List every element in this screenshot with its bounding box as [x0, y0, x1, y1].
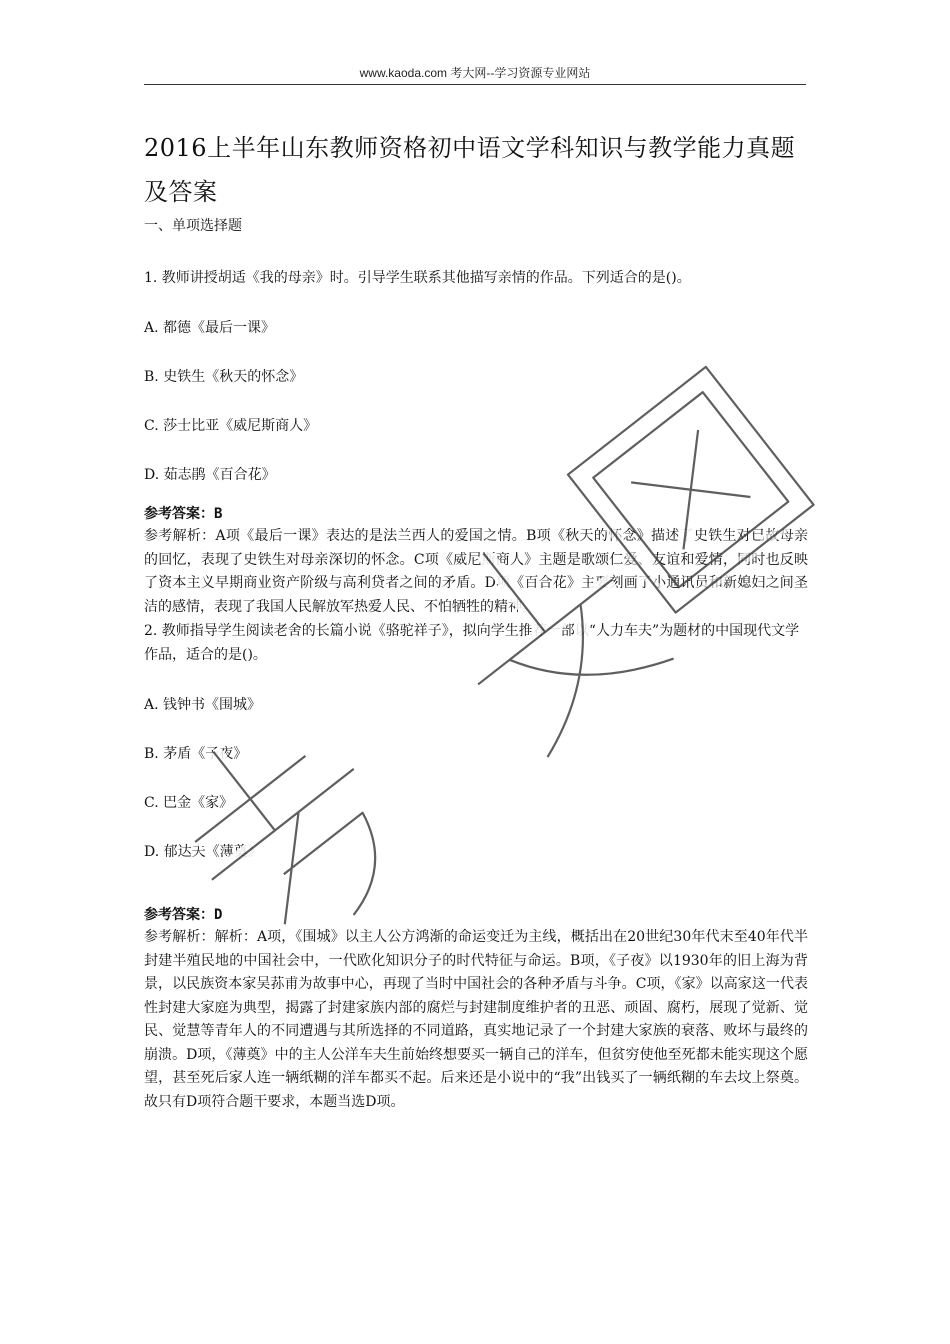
- q1-option-d: D. 茹志鹃《百合花》: [144, 467, 276, 483]
- document-title: 2016上半年山东教师资格初中语文学科知识与教学能力真题及答案: [144, 134, 796, 206]
- q2-explanation: 参考解析：解析：A项，《围城》以主人公方鸿渐的命运变迁为主线，概括出在20世纪30年代末至40年代半封建半殖民地的中国社会中，一代欧化知识分子的时代特征与命运。B项，《子夜》以1930年的旧上海为背景，以民族资本家吴荪甫为故事中心，再现了当时中国社会的各种矛盾与斗争。C项，《家》以高家这一代表性封建大家庭为典型，揭露了封建家族内部的腐烂与封建制度维护者的丑恶、顽固、腐朽，展现了觉新、觉民、觉慧等青年人的不同遭遇与其所选择的不同道路，真实地记录了一个封建大家族的衰落、败坏与最终的崩溃。D项，《薄奠》中的主人公洋车夫生前始终想要买一辆自己的洋车，但贫穷使他至死都未能实现这个愿望，甚至死后家人连一辆纸糊的洋车都买不起。后来还是小说中的“我”出钱买了一辆纸糊的车去坟上祭奠。故只有D项符合题干要求，本题当选D项。: [144, 929, 808, 1110]
- document-body: [144, 126, 808, 1114]
- question-2-stem: 2. 教师指导学生阅读老舍的长篇小说《骆驼祥子》，拟向学生推荐一部以“人力车夫”为题材的中国现代文学作品，适合的是()。: [144, 623, 800, 663]
- header-tagline: 考大网--学习资源专业网站: [450, 66, 591, 80]
- q1-explanation: 参考解析：A项《最后一课》表达的是法兰西人的爱国之情。B项《秋天的怀念》描述了史铁生对已故母亲的回忆，表现了史铁生对母亲深切的怀念。C项《威尼斯商人》主题是歌颂仁爱、友谊和爱情，同时也反映了资本主义早期商业资产阶级与高利贷者之间的矛盾。D项《百合花》主要刻画了小通讯员和新媳妇之间圣洁的感情，表现了我国人民解放军热爱人民、不怕牺牲的精神。: [144, 528, 808, 615]
- page-header: [0, 64, 950, 81]
- q2-option-d: D. 郁达夫《薄奠》: [144, 844, 262, 860]
- q2-option-b: B. 茅盾《子夜》: [144, 746, 248, 762]
- q2-answer: [144, 904, 808, 926]
- q1-answer: [144, 503, 808, 525]
- q1-answer-value: B: [214, 506, 223, 522]
- header-divider: [144, 84, 806, 85]
- q1-option-c: C. 莎士比亚《威尼斯商人》: [144, 418, 318, 434]
- question-1-stem: 1. 教师讲授胡适《我的母亲》时。引导学生联系其他描写亲情的作品。下列适合的是()。: [144, 270, 691, 286]
- header-site[interactable]: www.kaoda.com: [359, 66, 448, 80]
- q2-answer-label: 参考答案：: [144, 907, 214, 923]
- section-heading: 一、单项选择题: [144, 218, 242, 234]
- q2-option-c: C. 巴金《家》: [144, 795, 234, 811]
- q1-option-b: B. 史铁生《秋天的怀念》: [144, 369, 304, 385]
- q2-option-a: A. 钱钟书《围城》: [144, 697, 262, 713]
- q2-answer-value: D: [214, 907, 223, 923]
- q1-option-a: A. 都德《最后一课》: [144, 320, 276, 336]
- q1-answer-label: 参考答案：: [144, 506, 214, 522]
